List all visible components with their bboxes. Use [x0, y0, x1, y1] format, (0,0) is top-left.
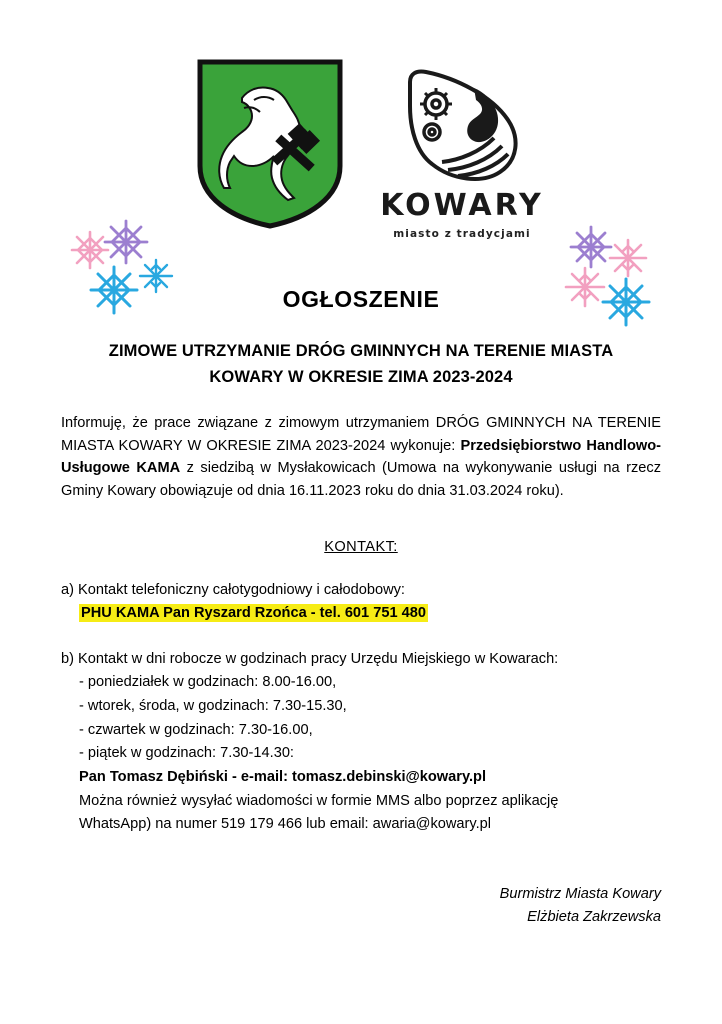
logo-tagline: miasto z tradycjami: [393, 228, 531, 240]
office-hours-friday: - piątek w godzinach: 7.30-14.30:: [79, 745, 294, 762]
kowary-logo: [372, 66, 552, 256]
poster-header: [0, 0, 722, 270]
page-title: OGŁOSZENIE: [282, 286, 440, 312]
extra-contact-line-1: Można również wysyłać wiadomości w formie MMS albo poprzez aplikację: [79, 792, 559, 809]
contact-a-highlight-row: [61, 602, 661, 626]
office-hours-thursday: - czwartek w godzinach: 7.30-16.00,: [79, 721, 313, 738]
poster-content: [0, 286, 722, 930]
contact-a-label: a) Kontakt telefoniczny całotygodniowy i całodobowy:: [61, 581, 405, 598]
intro-paragraph: [61, 412, 661, 502]
kowary-town-logo-icon: [396, 66, 528, 184]
signature-role: Burmistrz Miasta Kowary: [499, 885, 661, 902]
signature-block: [61, 883, 661, 930]
page-subtitle: [61, 339, 661, 390]
contact-person-email: Pan Tomasz Dębiński - e-mail: tomasz.debinski@kowary.pl: [79, 769, 487, 786]
status-badge: PHU KAMA Pan Ryszard Rzońca - tel. 601 751 480: [81, 605, 426, 622]
kowary-coat-of-arms-icon: [196, 58, 344, 230]
extra-contact-line-2: WhatsApp) na numer 519 179 466 lub email: awaria@kowary.pl: [79, 816, 492, 833]
subtitle-line-2: KOWARY W OKRESIE ZIMA 2023-2024: [209, 367, 513, 386]
contact-b-label: b) Kontakt w dni robocze w godzinach pracy Urzędu Miejskiego w Kowarach:: [61, 650, 559, 667]
signature-name: Elżbieta Zakrzewska: [527, 909, 661, 926]
logo-wordmark: KOWARY: [380, 188, 544, 223]
intro-text-1: Informuję, że prace związane z zimowym utrzymaniem DRÓG GMINNYCH NA TERENIE MIASTA KOWARY W OKRESIE ZIMA 2023-2024 wykonuje:: [61, 415, 661, 454]
contractor-name: Przedsiębiorstwo Handlowo-Usługowe KAMA: [61, 437, 662, 477]
contact-section-a: [61, 579, 661, 626]
office-hours-monday: - poniedziałek w godzinach: 8.00-16.00,: [79, 674, 337, 691]
contact-heading: KONTAKT:: [324, 538, 398, 555]
office-hours-tuesday-wednesday: - wtorek, środa, w godzinach: 7.30-15.30,: [79, 698, 347, 715]
contact-section-b: [61, 648, 661, 837]
intro-text-2: z siedzibą w Mysłakowicach (Umowa na wykonywanie usługi na rzecz Gminy Kowary obowiązuje od dnia 16.11.2023 roku do dnia 31.03.2024 roku).: [61, 460, 662, 499]
subtitle-line-1: ZIMOWE UTRZYMANIE DRÓG GMINNYCH NA TERENIE MIASTA: [108, 342, 614, 360]
